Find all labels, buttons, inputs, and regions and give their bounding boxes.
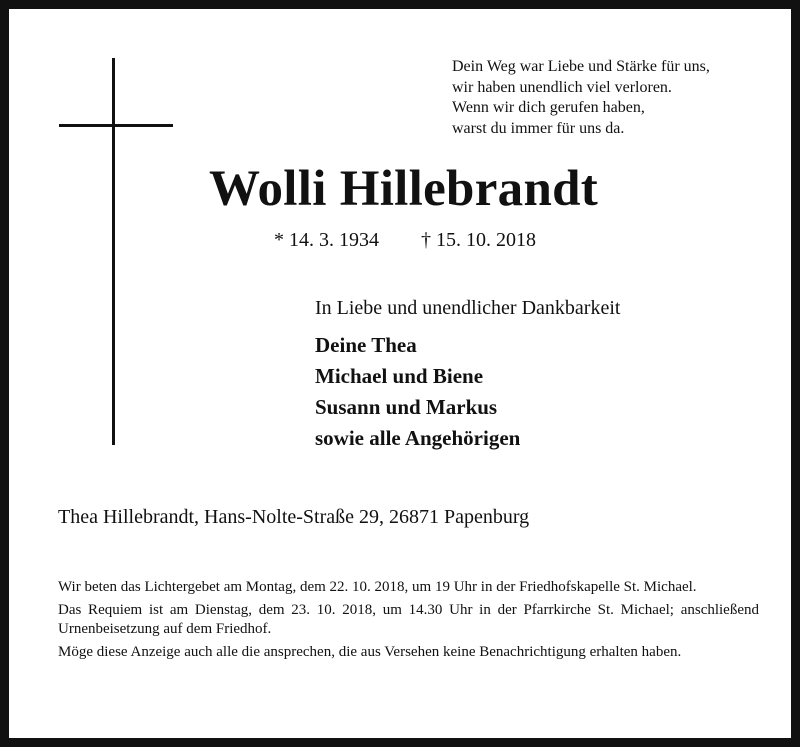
service-info <box>58 578 759 662</box>
memorial-poem <box>452 57 772 139</box>
info-paragraph: Wir beten das Lichtergebet am Montag, dem 22. 10. 2018, um 19 Uhr in der Friedhofskapelle St. Michael. <box>58 579 697 595</box>
life-dates <box>274 227 536 253</box>
mourner-name: Susann und Markus <box>315 395 498 419</box>
mourner-name: Deine Thea <box>315 333 417 357</box>
family-address: Thea Hillebrandt, Hans-Nolte-Straße 29, 26871 Papenburg <box>58 506 530 528</box>
info-paragraph: Möge diese Anzeige auch alle die ansprechen, die aus Versehen keine Benachrichtigung erhalten haben. <box>58 644 682 660</box>
poem-line: wir haben unendlich viel verloren. <box>452 78 672 96</box>
mourners-intro: In Liebe und unendlicher Dankbarkeit <box>315 297 621 319</box>
cross-vertical-bar <box>112 58 115 445</box>
deceased-name: Wolli Hillebrandt <box>209 161 599 217</box>
cross-horizontal-bar <box>59 124 173 127</box>
birth-date: * 14. 3. 1934 <box>274 229 379 251</box>
mourner-name: Michael und Biene <box>315 364 484 388</box>
death-date: † 15. 10. 2018 <box>421 229 536 251</box>
poem-line: Dein Weg war Liebe und Stärke für uns, <box>452 58 710 75</box>
mourners-list <box>315 330 520 454</box>
info-paragraph: Das Requiem ist am Dienstag, dem 23. 10. 2018, um 14.30 Uhr in der Pfarrkirche St. Michael; anschließend Urnenbeisetzung auf dem Friedhof. <box>58 602 759 637</box>
poem-line: warst du immer für uns da. <box>452 119 625 137</box>
mourner-name: sowie alle Angehörigen <box>315 426 521 450</box>
poem-line: Wenn wir dich gerufen haben, <box>452 99 645 116</box>
